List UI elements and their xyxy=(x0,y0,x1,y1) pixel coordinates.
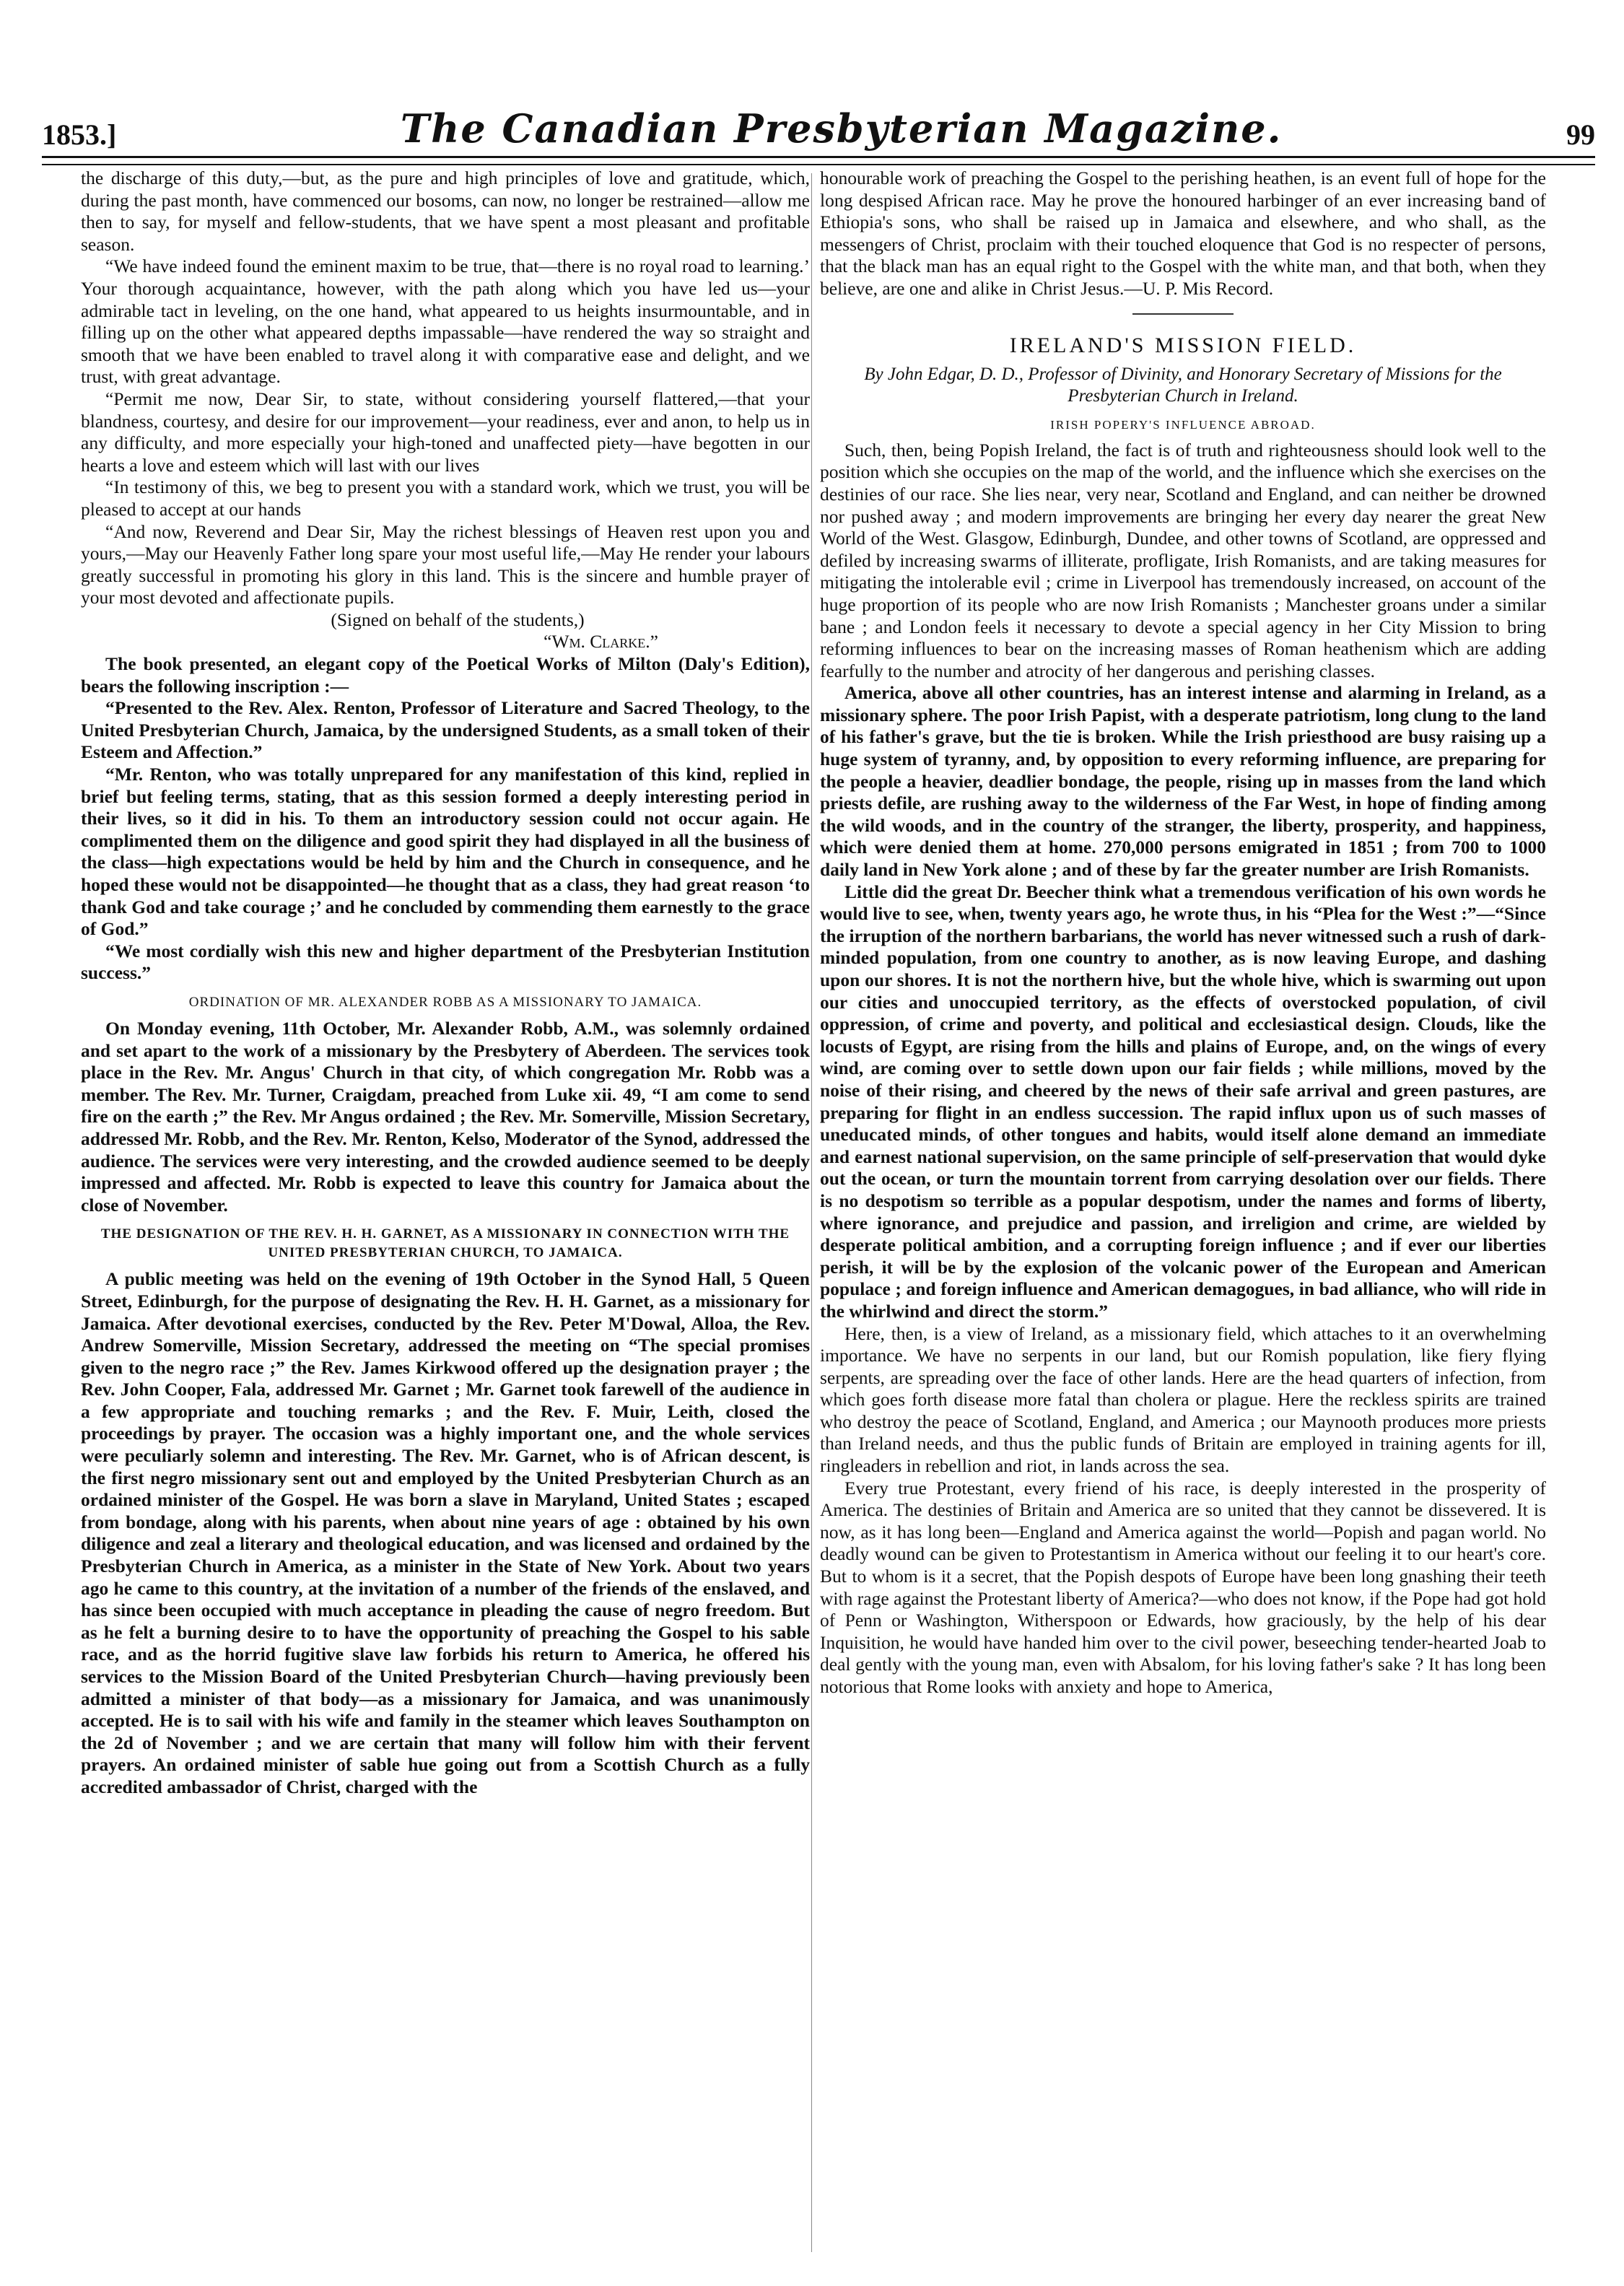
paragraph: “In testimony of this, we beg to present you with a standard work, which we trust, you will be pleased to accept at our hands xyxy=(81,476,810,520)
paragraph: Such, then, being Popish Ireland, the fact is of truth and righteousness should look well to the position which she occupies on the map of the world, and the influence which she exercises on the destinies of our race. She lies near, very near, Scotland and England, and can neither be drowned nor pushed away ; and modern improvements are bringing her every day nearer the great New World of the West. Glasgow, Edinburgh, Dundee, and other towns of Scotland, are oppressed and defiled by increasing swarms of illiterate, profligate, Irish Romanists, and are taking measures for mitigating the intolerable evil ; crime in Liverpool has tremendously increased, on account of the huge proportion of its people who are now Irish Romanists ; Manchester groans under a similar bane ; and London feels it necessary to devote a special agency in her City Mission to bring reforming influences to bear on the increasing masses of Roman heathenism which are adding fearfully to the number and atrocity of her dangerous and perishing classes. xyxy=(820,439,1546,681)
page-number: 99 xyxy=(1566,118,1595,151)
page-header xyxy=(42,94,1595,152)
paragraph: Every true Protestant, every friend of his race, is deeply interested in the prosperity of America. The destinies of Britain and America are so united that they cannot be dissevered. It is now, as it has long been—England and America against the world—Popish and pagan world. No deadly wound can be given to Protestantism in America without our feeling it to our heart's core. But to whom is it a secret, that the Popish despots of Europe have been long gnashing their teeth with rage against the Protestant liberty of America?—who does not know, if the Pope had got hold of Penn or Washington, Witherspoon or Edwards, how graciously, by the help of his dear Inquisition, he would have handed him over to the civil power, beseeching tender-hearted Joab to deal gently with the young man, even with Absalom, for his loving father's sake ? It has long been notorious that Rome looks with anxiety and hope to America, xyxy=(820,1477,1546,1697)
paragraph: Here, then, is a view of Ireland, as a missionary field, which attaches to it an overwhelming importance. We have no serpents in our land, but our Romish population, like fiery flying serpents, are spreading over the face of other lands. Here are the head quarters of infection, from which goes forth disease more fatal than cholera or plague. Here the reckless spirits are trained who destroy the peace of Scotland, England, and America ; our Maynooth produces more priests than Ireland needs, and thus the public funds of Britain are employed in training agents for ill, ringleaders in rebellion and riot, in lands across the sea. xyxy=(820,1322,1546,1477)
inscription: “Presented to the Rev. Alex. Renton, Professor of Literature and Sacred Theology, to the United Presbyterian Church, Jamaica, by the undersigned Students, as a small token of their Esteem and Affection.” xyxy=(81,697,810,763)
paragraph: “And now, Reverend and Dear Sir, May the richest blessings of Heaven rest upon you and yours,—May our Heavenly Father long spare your most useful life,—May He render your labours greatly successful in promoting his glory in this land. This is the sincere and humble prayer of your most devoted and affectionate pupils. xyxy=(81,520,810,608)
paragraph: “Mr. Renton, who was totally unprepared for any manifestation of this kind, replied in brief but feeling terms, stating, that as this session formed a deeply interesting period in their lives, so it did in his. To them an introductory session could not occur again. He complimented them on the diligence and good spirit they had displayed in all the business of the class—high expectations would be held by him and the Church in consequence, and he hoped these would not be disappointed—he thought that as a class, they had great reason ‘to thank God and take courage ;’ and he concluded by commending them earnestly to the grace of God.” xyxy=(81,764,810,940)
article-subheading: IRISH POPERY'S INFLUENCE ABROAD. xyxy=(1050,418,1316,432)
article-byline: By John Edgar, D. D., Professor of Divinity, and Honorary Secretary of Missions for the Presbyterian Church in Ireland. xyxy=(864,365,1502,406)
paragraph: Little did the great Dr. Beecher think what a tremendous verification of his own words he would live to see, when, twenty years ago, he wrote thus, in his “Plea for the West :”—“Since the irruption of the northern barbarians, the world has never witnessed such a rush of dark-minded population, from one country to another, as is now leaving Europe, and dashing upon our shores. It is not the northern hive, but the whole hive, which is swarming out upon our cities and unoccupied territory, as the effects of overstocked population, of civil oppression, of crime and poverty, and political and ecclesiastical design. Clouds, like the locusts of Egypt, are rising from the hills and plains of Europe, and, on the wings of every wind, are coming over to settle down upon our fair fields ; while millions, moved by the noise of their rising, and cheered by the news of their safe arrival and green pastures, are preparing for flight in an endless succession. The rapid influx upon us of such masses of uneducated minds, of other tongues and habits, would itself alone demand an immediate and earnest national supervision, on the same principle of self-preservation that would dyke out the ocean, or turn the mountain torrent from carrying desolation over our fields. There is no despotism so terrible as a popular despotism, under the names and forms of liberty, where ignorance, and prejudice and passion, and irreligion and crime, are wielded by desperate political ambition, and a corrupting foreign influence ; and if ever our liberties perish, it will be by the explosion of the volcanic power of the European and American populace ; and foreign influence and American demagogues, in bad alliance, who will ride in the whirlwind and direct the storm.” xyxy=(820,881,1546,1322)
signature-line: (Signed on behalf of the students,) xyxy=(331,608,585,630)
paragraph: America, above all other countries, has an interest intense and alarming in Ireland, as a missionary sphere. The poor Irish Papist, with a desperate patriotism, long clung to the land of his father's grave, but the tie is broken. While the Irish priesthood are busy raising up a huge system of tyranny, and, by opposition to every reforming influence, are preparing for the people a heavier, deadlier bondage, the people, rising up in masses from the land which priests defile, are rushing away to the wilderness of the Far West, in hope of finding among the wild woods, and in the country of the stranger, the liberty, prosperity, and happiness, which were denied them at home. 270,000 persons emigrated in 1851 ; from 700 to 1000 daily land in New York alone ; and of these by far the greater number are Irish Romanists. xyxy=(820,682,1546,881)
header-year: 1853.] xyxy=(42,118,117,151)
header-rule xyxy=(42,156,1595,165)
right-column xyxy=(820,167,1546,1698)
paragraph: the discharge of this duty,—but, as the pure and high principles of love and gratitude, which, during the past month, have commenced our bosoms, can now, no longer be restrained—allow me then to say, for myself and fellow-students, that we have spent a most pleasant and profitable season. xyxy=(81,167,810,255)
paragraph: The book presented, an elegant copy of the Poetical Works of Milton (Daly's Edition), bears the following inscription :— xyxy=(81,653,810,697)
section-heading-ordination: ORDINATION OF MR. ALEXANDER ROBB AS A MISSIONARY TO JAMAICA. xyxy=(188,994,702,1010)
column-divider xyxy=(811,173,812,2252)
paragraph: “We have indeed found the eminent maxim to be true, that—there is no royal road to learning.’ Your thorough acquaintance, however, with the path along which you have led us—your admirable tact in leveling, on the one hand, what appeared to us heights insurmountable, and in filling up on the other what appeared depths impassable—have rendered the way so straight and smooth that we have been enabled to travel along it with comparative ease and delight, and we trust, with great advantage. xyxy=(81,256,810,388)
paragraph: “Permit me now, Dear Sir, to state, without considering yourself flattered,—that your blandness, courtesy, and desire for our improvement—your readiness, ever and anon, to help us in any difficulty, and more especially your high-toned and unaffected piety—have begotten in our hearts a love and esteem which will last with our lives xyxy=(81,388,810,476)
header-title: The Canadian Presbyterian Magazine. xyxy=(400,105,1283,152)
section-rule xyxy=(1132,313,1234,315)
left-column xyxy=(81,167,810,1799)
section-heading-designation: THE DESIGNATION OF THE REV. H. H. GARNET, AS A MISSIONARY IN CONNECTION WITH THE UNITED PRESBYTERIAN CHURCH, TO JAMAICA. xyxy=(100,1226,790,1261)
article-title: IRELAND'S MISSION FIELD. xyxy=(1009,333,1357,357)
paragraph: A public meeting was held on the evening of 19th October in the Synod Hall, 5 Queen Street, Edinburgh, for the purpose of designating the Rev. H. H. Garnet, as a missionary for Jamaica. After devotional exercises, conducted by the Rev. Peter M'Dowal, Alloa, the Rev. Andrew Somerville, Mission Secretary, addressed the meeting on “The special promises given to the negro race ;” the Rev. James Kirkwood offered up the designation prayer ; the Rev. John Cooper, Fala, addressed Mr. Garnet ; Mr. Garnet took farewell of the audience in a few appropriate and touching remarks ; and the Rev. F. Muir, Leith, closed the proceedings by prayer. The occasion was a highly important one, and the whole services were peculiarly solemn and interesting. The Rev. Mr. Garnet, who is of African descent, is the first negro missionary sent out and employed by the United Presbyterian Church as an ordained minister of the Gospel. He was born a slave in Maryland, United States ; escaped from bondage, along with his parents, when about nine years of age : obtained by his own diligence and zeal a literary and theological education, and was licensed and ordained by the Presbyterian Church in America, as a minister in the State of New York. About two years ago he came to this country, at the invitation of a number of the friends of the enslaved, and has since been occupied with much acceptance in pleading the cause of negro freedom. But as he felt a burning desire to to have the opportunity of preaching the Gospel to his sable race, and as the horrid fugitive slave law forbids his return to America, he offered his services to the Mission Board of the United Presbyterian Church—having previously been admitted a minister of that body—as a missionary for Jamaica, and was unanimously accepted. He is to sail with his wife and family in the steamer which leaves Southampton on the 2d of November ; and we are certain that many will follow him with their fervent prayers. An ordained minister of sable hue going out from a Scottish Church as a fully accredited ambassador of Christ, charged with the xyxy=(81,1268,810,1797)
paragraph: “We most cordially wish this new and higher department of the Presbyterian Institution success.” xyxy=(81,940,810,984)
paragraph: On Monday evening, 11th October, Mr. Alexander Robb, A.M., was solemnly ordained and set apart to the work of a missionary by the Presbytery of Aberdeen. The services took place in the Rev. Mr. Angus' Church in that city, of which congregation Mr. Robb was a member. The Rev. Mr. Turner, Craigdam, preached from Luke xii. 49, “I am come to send fire on the earth ;” the Rev. Mr Angus ordained ; the Rev. Mr. Somerville, Mission Secretary, addressed Mr. Robb, and the Rev. Mr. Renton, Kelso, Moderator of the Synod, addressed the audience. The services were very interesting, and the crowded audience seemed to be deeply impressed and affected. Mr. Robb is expected to leave this country for Jamaica about the close of November. xyxy=(81,1017,810,1216)
paragraph: honourable work of preaching the Gospel to the perishing heathen, is an event full of hope for the long despised African race. May he prove the honoured harbinger of an ever increasing band of Ethiopia's sons, who shall be raised up in Jamaica and elsewhere, and who shall, as the messengers of Christ, proclaim with their touched eloquence that God is no respecter of persons, that the black man has an equal right to the Gospel with the white man, and that both, when they believe, are one and alike in Christ Jesus.—U. P. Mis Record. xyxy=(820,167,1546,299)
signature-name: “Wm. Clarke.” xyxy=(543,631,658,653)
